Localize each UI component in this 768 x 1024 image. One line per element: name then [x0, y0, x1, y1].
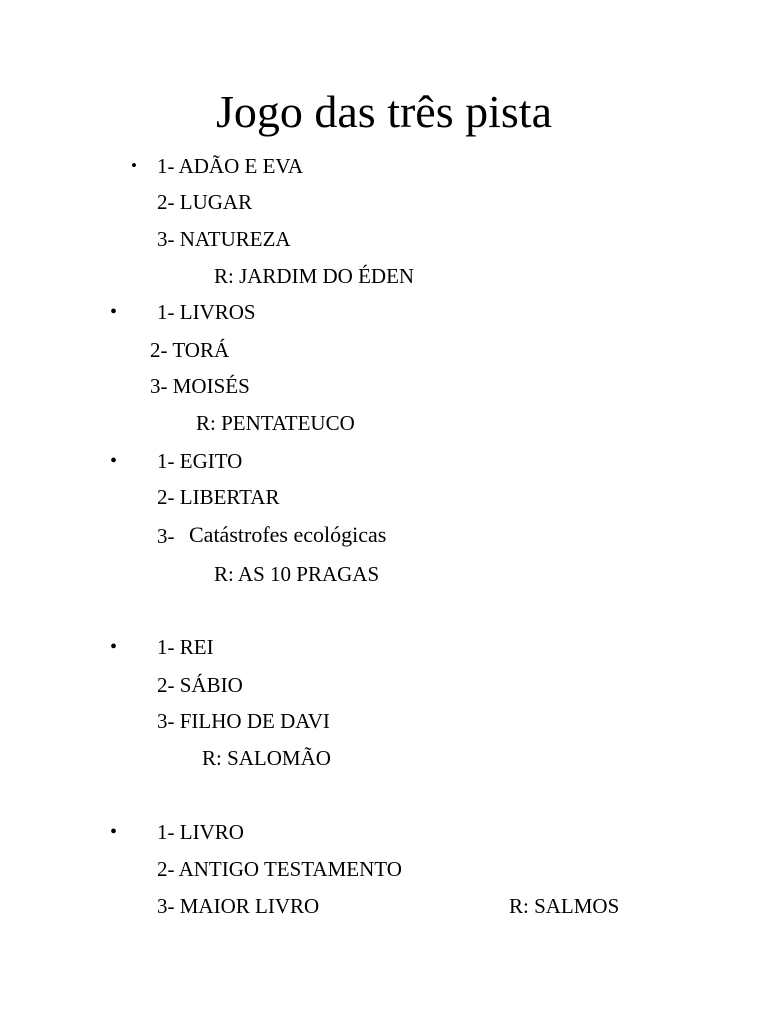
clue-3: 3- MOISÉS	[150, 374, 250, 398]
bullet-marker: •	[110, 450, 118, 472]
bullet-marker: •	[110, 821, 118, 843]
answer: R: SALMOS	[509, 894, 620, 918]
clue-2: 2- SÁBIO	[157, 673, 243, 697]
answer: R: PENTATEUCO	[196, 411, 355, 435]
clue-1: 1- ADÃO E EVA	[157, 154, 304, 178]
clue-3: 3- NATUREZA	[157, 227, 291, 251]
clue-2: 2- LUGAR	[157, 190, 253, 214]
answer: R: JARDIM DO ÉDEN	[214, 264, 415, 288]
clue-1: 1- REI	[157, 635, 214, 659]
bullet-marker: •	[110, 636, 118, 658]
clue-1: 1- EGITO	[157, 449, 243, 473]
clue-2: 2- ANTIGO TESTAMENTO	[157, 857, 402, 881]
answer: R: SALOMÃO	[202, 746, 331, 770]
bullet-marker: •	[131, 156, 137, 175]
clue-3-text: Catástrofes ecológicas	[189, 522, 387, 547]
clue-3-number: 3-	[157, 524, 175, 548]
clue-3: 3- MAIOR LIVRO	[157, 894, 320, 918]
answer: R: AS 10 PRAGAS	[214, 562, 380, 586]
clue-2: 2- LIBERTAR	[157, 485, 280, 509]
clue-2: 2- TORÁ	[150, 338, 230, 362]
clue-1: 1- LIVROS	[157, 300, 256, 324]
bullet-marker: •	[110, 301, 118, 323]
page-title: Jogo das três pista	[215, 86, 552, 137]
clue-3: 3- FILHO DE DAVI	[157, 709, 330, 733]
clue-1: 1- LIVRO	[157, 820, 244, 844]
